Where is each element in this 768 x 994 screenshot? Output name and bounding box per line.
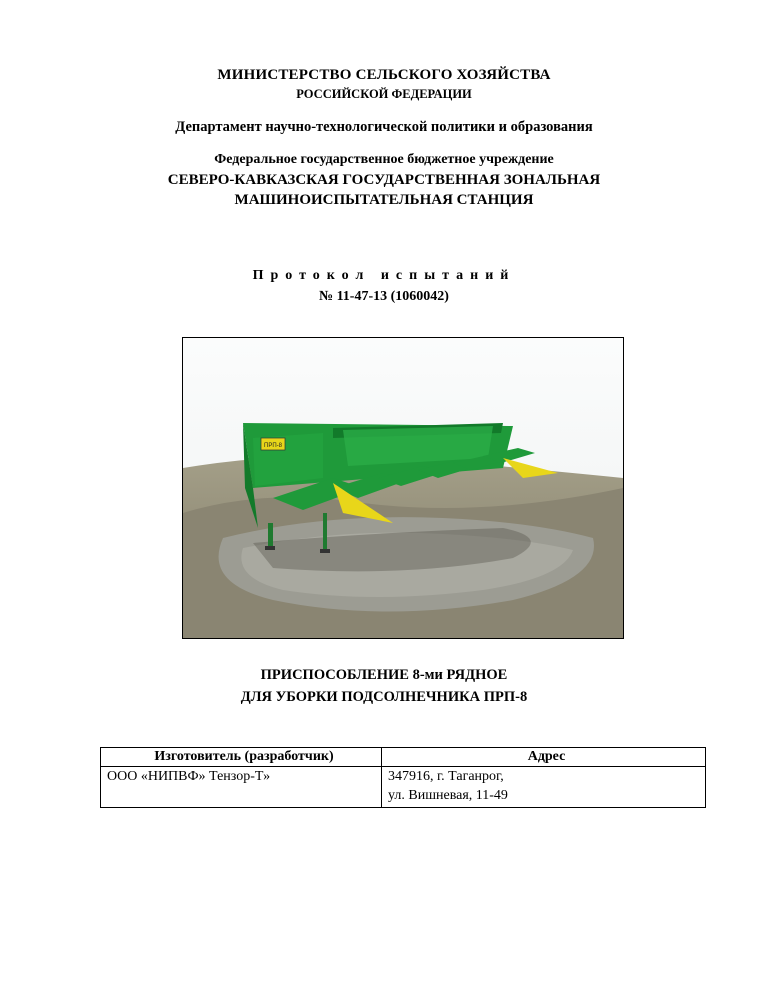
address-line2: ул. Вишневая, 11-49 — [388, 788, 508, 803]
department-title: Департамент научно-технологической политики и образования — [175, 119, 593, 135]
manufacturer-table — [100, 747, 706, 808]
ministry-title: МИНИСТЕРСТВО СЕЛЬСКОГО ХОЗЯЙСТВА — [217, 67, 551, 83]
station-title-line2: МАШИНОИСПЫТАТЕЛЬНАЯ СТАНЦИЯ — [234, 192, 534, 208]
station-title-line1: СЕВЕРО-КАВКАЗСКАЯ ГОСУДАРСТВЕННАЯ ЗОНАЛЬНАЯ — [167, 172, 601, 188]
institution-title: Федеральное государственное бюджетное учреждение — [214, 152, 554, 167]
device-title-line1: ПРИСПОСОБЛЕНИЕ 8-ми РЯДНОЕ — [260, 667, 508, 683]
table-header-row — [101, 748, 706, 767]
device-title-line2: ДЛЯ УБОРКИ ПОДСОЛНЕЧНИКА ПРП-8 — [240, 689, 528, 705]
federation-subtitle: РОССИЙСКОЙ ФЕДЕРАЦИИ — [296, 87, 472, 101]
machine-photo — [182, 337, 624, 639]
address-line1: 347916, г. Таганрог, — [388, 769, 504, 784]
plate-label: ПРП-8 — [264, 443, 282, 449]
protocol-number: № 11-47-13 (1060042) — [319, 289, 449, 304]
address-cell — [382, 767, 706, 808]
header-address: Адрес — [382, 748, 706, 767]
header-manufacturer: Изготовитель (разработчик) — [101, 748, 382, 767]
table-row — [101, 767, 706, 808]
protocol-title: Протокол испытаний — [252, 268, 516, 283]
manufacturer-cell: ООО «НИПВФ» Тензор-Т» — [101, 767, 382, 808]
